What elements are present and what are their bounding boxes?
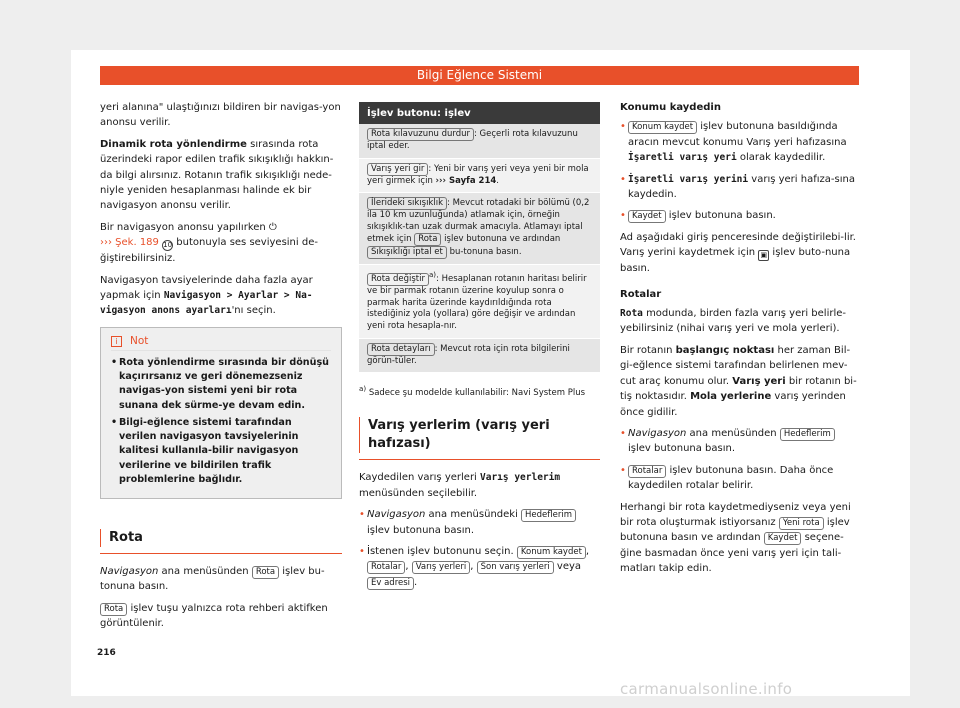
table-row: Varış yeri gir : Yeni bir varış yeri veya yeni bir mola yeri girmek için ››› Sayfa 214. [359,159,600,194]
table-row: Rota detayları : Mevcut rota için rota bilgilerini görün-tüler. [359,339,600,374]
footnote: $^{a)}$ Sadece şu modelde kullanılabilir: Navi System Plus [359,384,586,398]
list-item: • İstenen işlev butonunu seçin. Konum kaydet , Rotalar , Varış yerleri , Son varış yerleri veya Ev adresi . [359,544,600,590]
column-left [100,100,342,638]
list-item: • Kaydet işlev butonuna basın. [620,208,860,223]
list-item: • Konum kaydet işlev butonuna basıldığında aracın mevcut konumu Varış yeri hafızasına İşaretli varış yeri olarak kaydedilir. [620,119,860,165]
note-title: i Not [111,334,331,351]
paragraph: Dinamik rota yönlendirme sırasında rota üzerindeki rapor edilen trafik sıkışıklığı hakkın-da bilgi alırsınız. Rotanın trafik sıkışıklığı nede-niyle yeniden hesaplanması halinde ek bir navigasyon anonsu verilir. [100,138,334,212]
my-destinations-button[interactable]: Hedeflerim [521,509,576,522]
note-box [100,327,342,499]
paragraph: Kaydedilen varış yerleri Varış yerlerim menüsünden seçilebilir. [359,472,561,499]
function-table [359,124,600,373]
figure-reference[interactable]: ››› Şek. 189 [100,237,159,249]
page-header: Bilgi Eğlence Sistemi [100,66,859,85]
table-row: Rota kılavuzunu durdur : Geçerli rota kılavuzunu iptal eder. [359,124,600,159]
note-item: • Rota yönlendirme sırasında bir dönüşü kaçırırsanız ve geri dönemezseniz navigas-yon sistemi yeni bir rota sunana dek sürme-ye devam edin. [111,356,331,413]
paragraph: Bir rotanın başlangıç noktası her zaman Bil-gi-eğlence sistemi tarafından belirlenen mev-cut araç konumu olur. Varış yeri bir rotanın bi-tiş noktasıdır. Mola yerlerine varış yerinden önce gidilir. [620,344,857,418]
paragraph: yeri alanına" ulaştığınızı bildiren bir navigas-yon anonsu verilir. [100,102,341,129]
page-number: 216 [97,648,116,658]
routes-button[interactable]: Rotalar [367,561,405,574]
save-location-button[interactable]: Konum kaydet [517,546,586,559]
callout-number-icon: 10 [163,241,173,250]
stop-guidance-button[interactable]: Rota kılavuzunu durdur [367,128,474,141]
section-title: Varış yerlerim (varış yeri hafızası) [359,417,600,453]
destinations-button[interactable]: Varış yerleri [412,561,471,574]
section-header-rota [100,529,342,554]
save-location-button[interactable]: Konum kaydet [628,121,697,134]
save-disk-icon[interactable]: ▣ [758,250,769,261]
paragraph: Rota işlev tuşu yalnızca rota rehberi aktifken görüntülenir. [100,602,328,630]
list-item: • Navigasyon ana menüsünden Hedeflerim işlev butonuna basın. [620,426,860,457]
list-item: • Rotalar işlev butonuna basın. Daha önce kaydedilen rotalar belirir. [620,463,860,494]
paragraph: Ad aşağıdaki giriş penceresinde değiştirilebi-lir. Varış yerini kaydetmek için ▣ işlev buto-nuna basın. [620,231,856,275]
power-icon: ⏻ [268,221,277,233]
table-row: Rota değiştir $^{a)}$: Hesaplanan rotanın haritası belirir ve bir parmak rotanın üzerine koyulup sonra o parmak harita üzerinde kaydırıldığında rota istediğiniz yola (yollara) göre değişir ve ardından yeni rota hesapla-nır. [359,265,600,338]
subheading: Rotalar [620,288,662,300]
rota-button[interactable]: Rota [252,566,279,579]
table-header: İşlev butonu: işlev [359,102,600,124]
rota-button[interactable]: Rota [100,603,127,616]
paragraph: Bir navigasyon anonsu yapılırken ⏻ ››› Şek. 189 10 butonuyla ses seviyesini de-ğiştirebilirsiniz. [100,221,318,265]
column-middle [359,102,600,596]
new-route-button[interactable]: Yeni rota [779,517,824,530]
home-address-button[interactable]: Ev adresi [367,577,414,590]
paragraph: Navigasyon tavsiyelerinde daha fazla ayar yapmak için Navigasyon > Ayarlar > Na-vigasyon anons ayarları'nı seçin. [100,274,313,317]
cancel-congestion-button[interactable]: Sıkışıklığı iptal et [367,246,447,259]
route-details-button[interactable]: Rota detayları [367,343,435,356]
subheading: Konumu kaydedin [620,102,721,113]
paragraph: Rota modunda, birden fazla varış yeri belirle-yebilirsiniz (nihai varış yeri ve mola yerleri). [620,308,847,335]
watermark: carmanualsonline.info [620,680,793,698]
note-item: • Bilgi-eğlence sistemi tarafından verilen navigasyon tavsiyelerinin kalitesi kullanıla-bilir navigasyon verilerine ve bildirilen trafik problemlerine bağlıdır. [111,416,331,487]
save-button[interactable]: Kaydet [628,210,666,223]
routes-button[interactable]: Rotalar [628,465,666,478]
congestion-ahead-button[interactable]: İlerideki sıkışıklık [367,197,447,210]
column-right [620,100,860,583]
list-item: • Navigasyon ana menüsündeki Hedeflerim işlev butonuna basın. [359,507,600,538]
section-header-destinations [359,417,600,460]
rota-button[interactable]: Rota [414,233,441,246]
list-item: • İşaretli varış yerini varış yeri hafıza-sına kaydedin. [620,172,860,203]
paragraph: Herhangi bir rota kaydetmediyseniz veya yeni bir rota oluşturmak istiyorsanız Yeni rota işlev butonuna basın ve ardından Kaydet seçene-ğine basmadan önce yeni varış yeri için tali-matları takip edin. [620,501,851,575]
save-button[interactable]: Kaydet [764,532,802,545]
change-route-button[interactable]: Rota değiştir [367,273,429,286]
section-title: Rota [100,529,342,547]
table-row: İlerideki sıkışıklık : Mevcut rotadaki bir bölümü (0,2 ila 10 km uzunluğunda) atlamak için, örneğin sıkışıklık-tan uzak durmak amacıyla. Atlamayı iptal etmek için Rota işlev butonuna ve ardından Sıkışıklığı iptal et bu-tonuna basın. [359,193,600,265]
info-icon: i [111,336,122,347]
my-destinations-button[interactable]: Hedeflerim [780,428,835,441]
last-destinations-button[interactable]: Son varış yerleri [477,561,554,574]
paragraph: Navigasyon ana menüsünden Rota işlev bu-tonuna basın. [100,565,325,593]
enter-destination-button[interactable]: Varış yeri gir [367,163,428,176]
